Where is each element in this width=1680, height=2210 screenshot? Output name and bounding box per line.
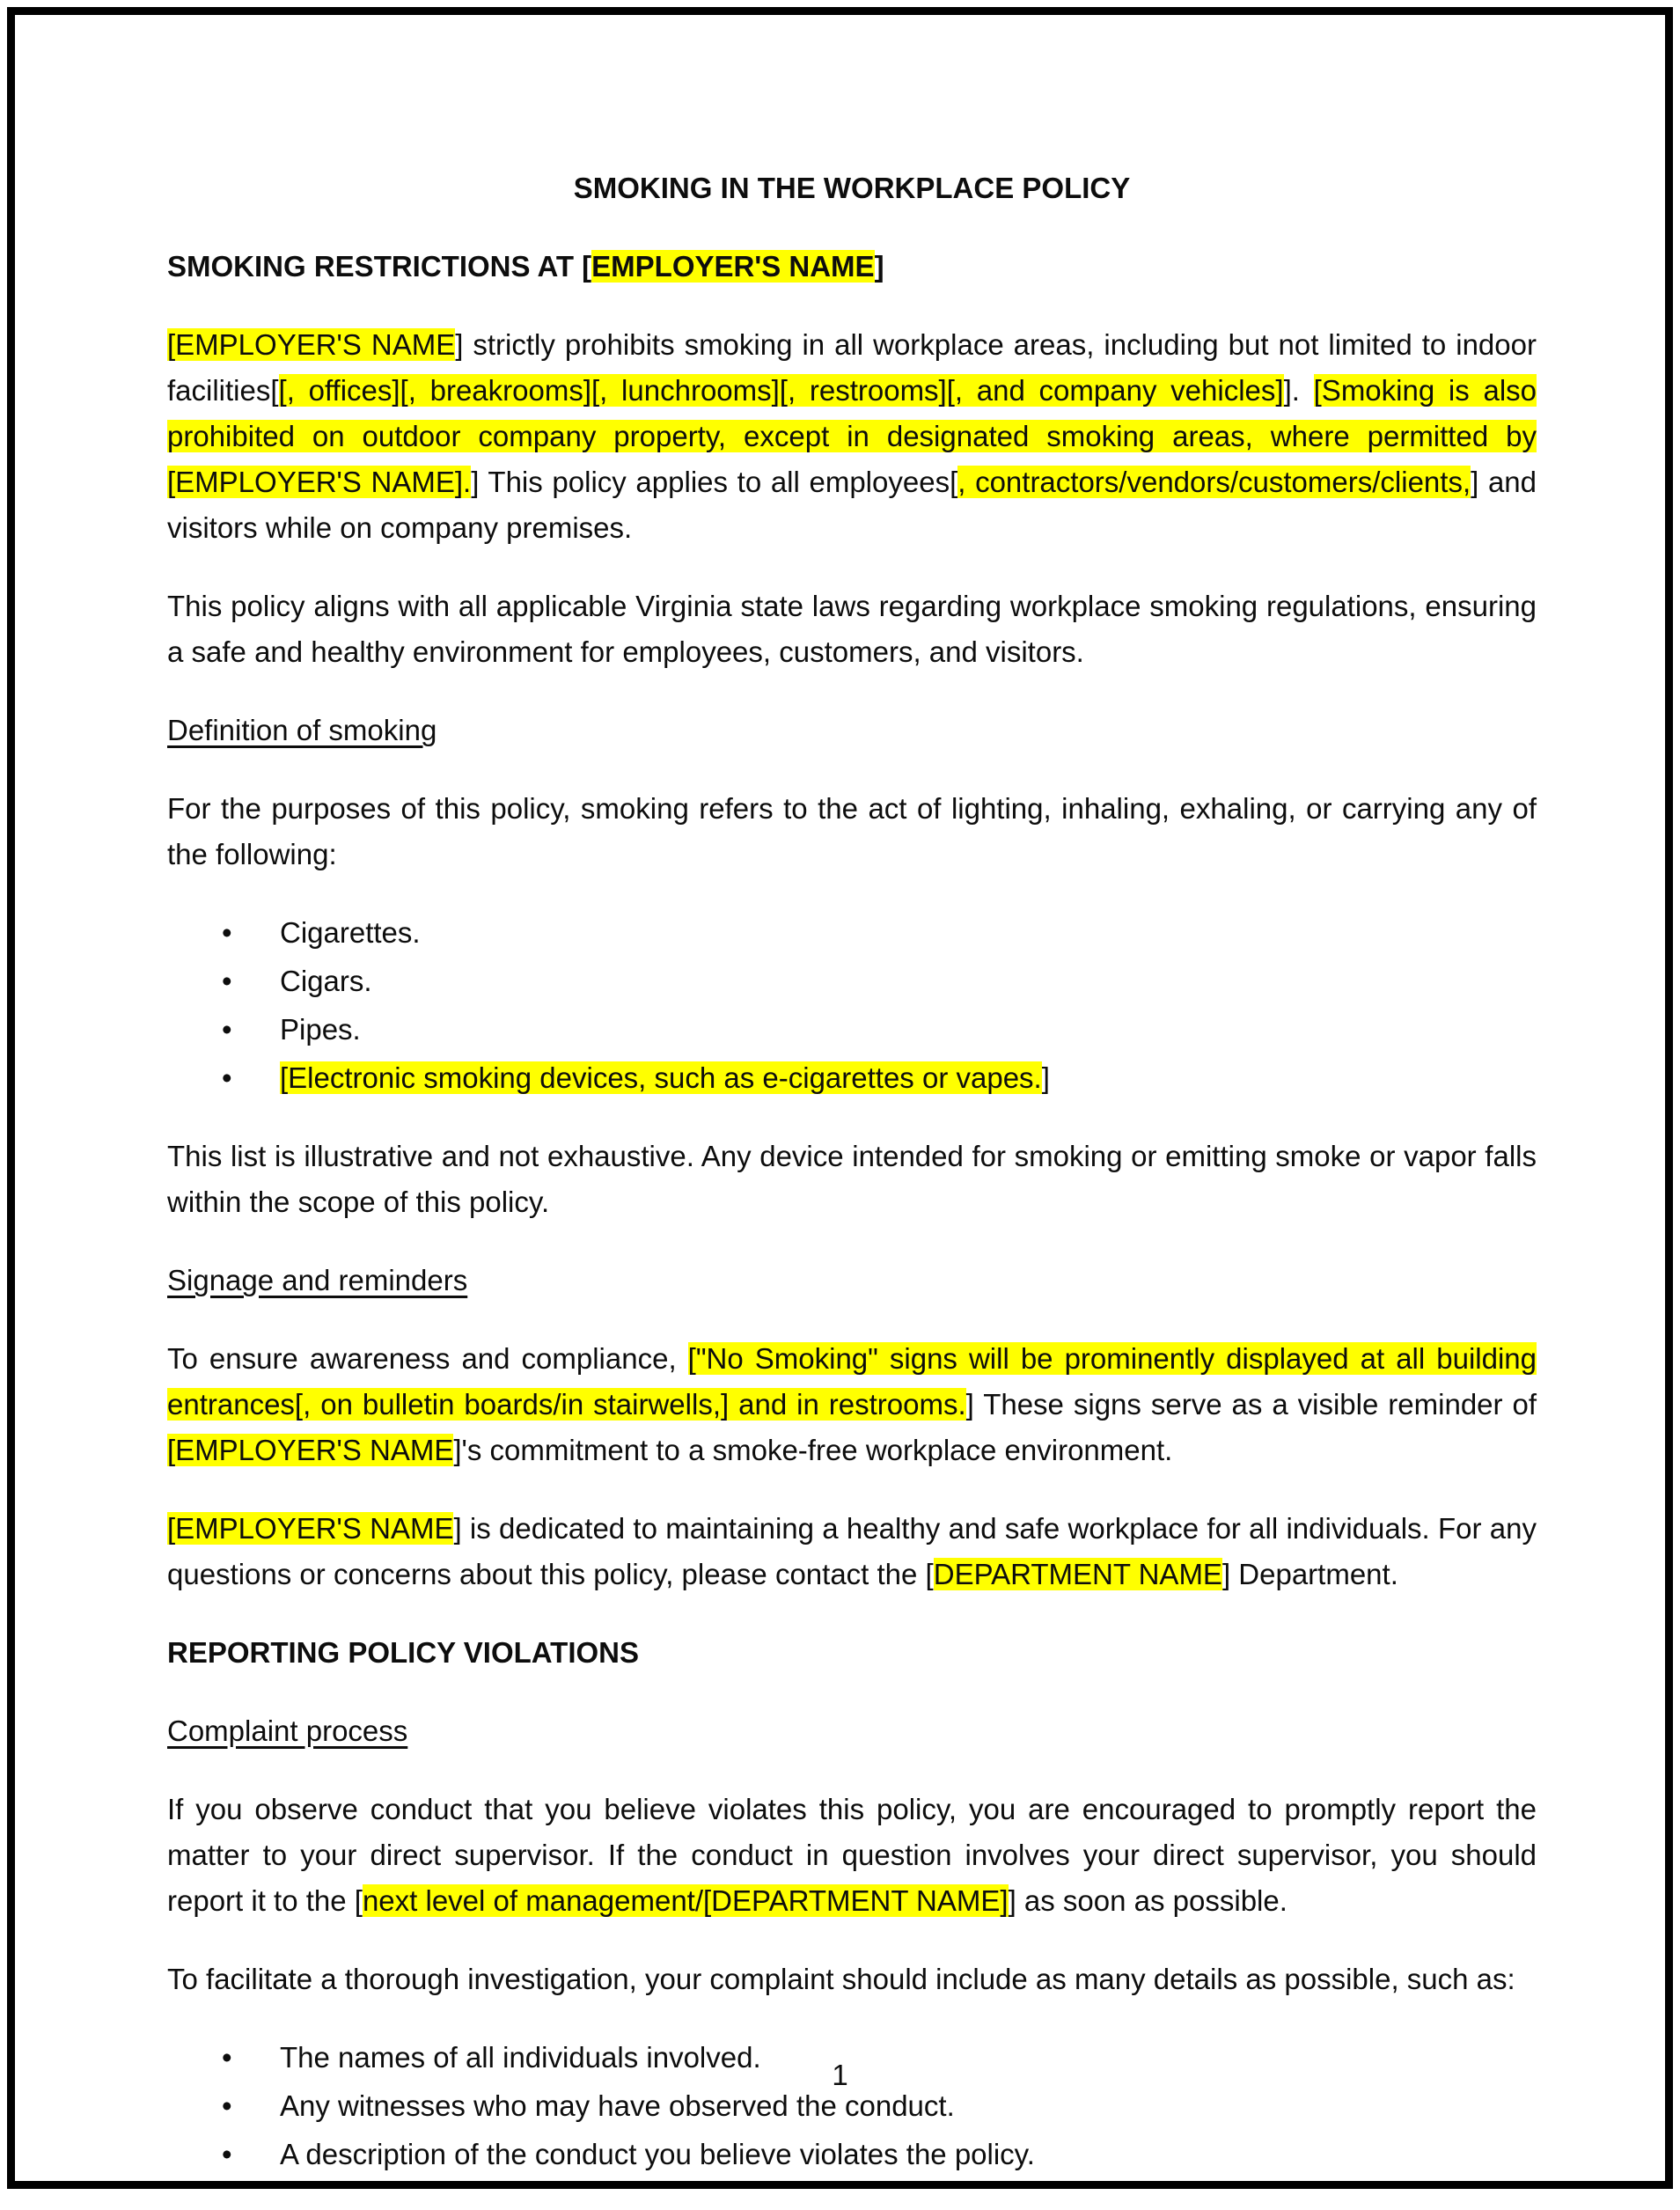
text-run: Cigarettes.: [280, 916, 421, 949]
text-run: Cigars.: [280, 965, 372, 997]
subheading-complaint-process: Complaint process: [167, 1714, 408, 1747]
text-run: ] as soon as possible.: [1008, 1884, 1288, 1917]
highlighted-placeholder: DEPARTMENT NAME: [933, 1558, 1222, 1590]
highlighted-placeholder: [EMPLOYER'S NAME: [167, 1512, 454, 1545]
highlighted-placeholder: [Smoking is also prohibited on outdoor company property, except in designated smoking areas, where permitted by [EMPLOYER'S NAME].: [167, 374, 1537, 498]
text-run: This policy aligns with all applicable Virginia state laws regarding workplace smoking regulations, ensuring a safe and healthy environment for employees, customers, and visitors.: [167, 590, 1537, 668]
list-item: [167, 1007, 1537, 1053]
bullet-icon: •: [222, 1013, 232, 1046]
paragraph-complaint-details: [167, 1957, 1537, 2002]
document-content: [167, 0, 1537, 2210]
text-run: ] These signs serve as a visible reminder of: [965, 1388, 1537, 1421]
text-run: SMOKING RESTRICTIONS AT [: [167, 250, 592, 283]
list-item-text: [280, 2138, 1035, 2170]
highlighted-placeholder: [EMPLOYER'S NAME: [167, 1434, 454, 1466]
text-run: ].: [1283, 374, 1314, 407]
paragraph-complaint-process: [167, 1787, 1537, 1924]
highlighted-placeholder: ["No Smoking" signs will be prominently displayed at all building entrances[, on bulletin boards/in stairwells,] and in restrooms.: [167, 1342, 1537, 1421]
text-run: ] is dedicated to maintaining a healthy and safe workplace for all individuals. For any questions or concerns about this policy, please contact the [: [167, 1512, 1537, 1590]
list-item-text: [280, 1013, 361, 1046]
text-run: ] Department.: [1221, 1558, 1398, 1590]
paragraph-dedication: [167, 1506, 1537, 1597]
list-item-text: [280, 1061, 1050, 1094]
text-run: To ensure awareness and compliance,: [167, 1342, 688, 1375]
subheading-signage-and-reminders: Signage and reminders: [167, 1264, 468, 1296]
list-item-text: [280, 916, 421, 949]
page-number: 1: [832, 2059, 848, 2091]
highlighted-placeholder: , contractors/vendors/customers/clients,: [957, 466, 1471, 498]
bullet-icon: •: [222, 2041, 232, 2074]
text-run: For the purposes of this policy, smoking refers to the act of lighting, inhaling, exhaling, or carrying any of the following:: [167, 792, 1537, 870]
text-run: To facilitate a thorough investigation, your complaint should include as many details as possible, such as:: [167, 1963, 1515, 1995]
text-run: ]: [874, 250, 884, 283]
paragraph-list-note: [167, 1134, 1537, 1225]
list-item-text: [280, 965, 372, 997]
text-run: ] and visitors while on company premises.: [167, 466, 1537, 544]
text-run: ] strictly prohibits smoking in all workplace areas, including but not limited to indoor facilities[: [167, 328, 1537, 407]
list-item: [167, 910, 1537, 956]
paragraph-definition: [167, 786, 1537, 877]
highlighted-placeholder: EMPLOYER'S NAME: [591, 250, 875, 283]
bullet-icon: •: [222, 2089, 232, 2122]
smoking-items-list: [167, 910, 1537, 1101]
document-title: SMOKING IN THE WORKPLACE POLICY: [573, 172, 1131, 204]
section-heading-restrictions: [167, 244, 1537, 290]
text-run: If you observe conduct that you believe violates this policy, you are encouraged to promptly report the matter to your direct supervisor. If the conduct in question involves your direct supervisor, you should report it to the [: [167, 1793, 1537, 1917]
text-run: ]'s commitment to a smoke-free workplace environment.: [453, 1434, 1173, 1466]
text-run: ] This policy applies to all employees[: [471, 466, 958, 498]
section-heading-reporting-violations: REPORTING POLICY VIOLATIONS: [167, 1636, 639, 1669]
text-run: This list is illustrative and not exhaustive. Any device intended for smoking or emitting smoke or vapor falls within the scope of this policy.: [167, 1140, 1537, 1218]
bullet-icon: •: [222, 2138, 232, 2170]
text-run: A description of the conduct you believe violates the policy.: [280, 2138, 1035, 2170]
highlighted-placeholder: [, offices][, breakrooms][, lunchrooms][, restrooms][, and company vehicles]: [278, 374, 1284, 407]
list-item: [167, 2132, 1537, 2177]
subheading-definition-of-smoking: Definition of smoking: [167, 714, 437, 746]
bullet-icon: •: [222, 916, 232, 949]
text-run: ]: [1041, 1061, 1050, 1094]
text-run: Any witnesses who may have observed the conduct.: [280, 2089, 955, 2122]
list-item: [167, 958, 1537, 1004]
list-item: [167, 1055, 1537, 1101]
text-run: Pipes.: [280, 1013, 361, 1046]
paragraph-intro: [167, 322, 1537, 551]
highlighted-placeholder: [Electronic smoking devices, such as e-cigarettes or vapes.: [280, 1061, 1042, 1094]
bullet-icon: •: [222, 1061, 232, 1094]
text-run: The names of all individuals involved.: [280, 2041, 761, 2074]
highlighted-placeholder: next level of management/[DEPARTMENT NAME]: [362, 1884, 1009, 1917]
paragraph-signage: [167, 1336, 1537, 1473]
highlighted-placeholder: [EMPLOYER'S NAME: [167, 328, 456, 361]
bullet-icon: •: [222, 965, 232, 997]
paragraph-alignment: [167, 584, 1537, 675]
